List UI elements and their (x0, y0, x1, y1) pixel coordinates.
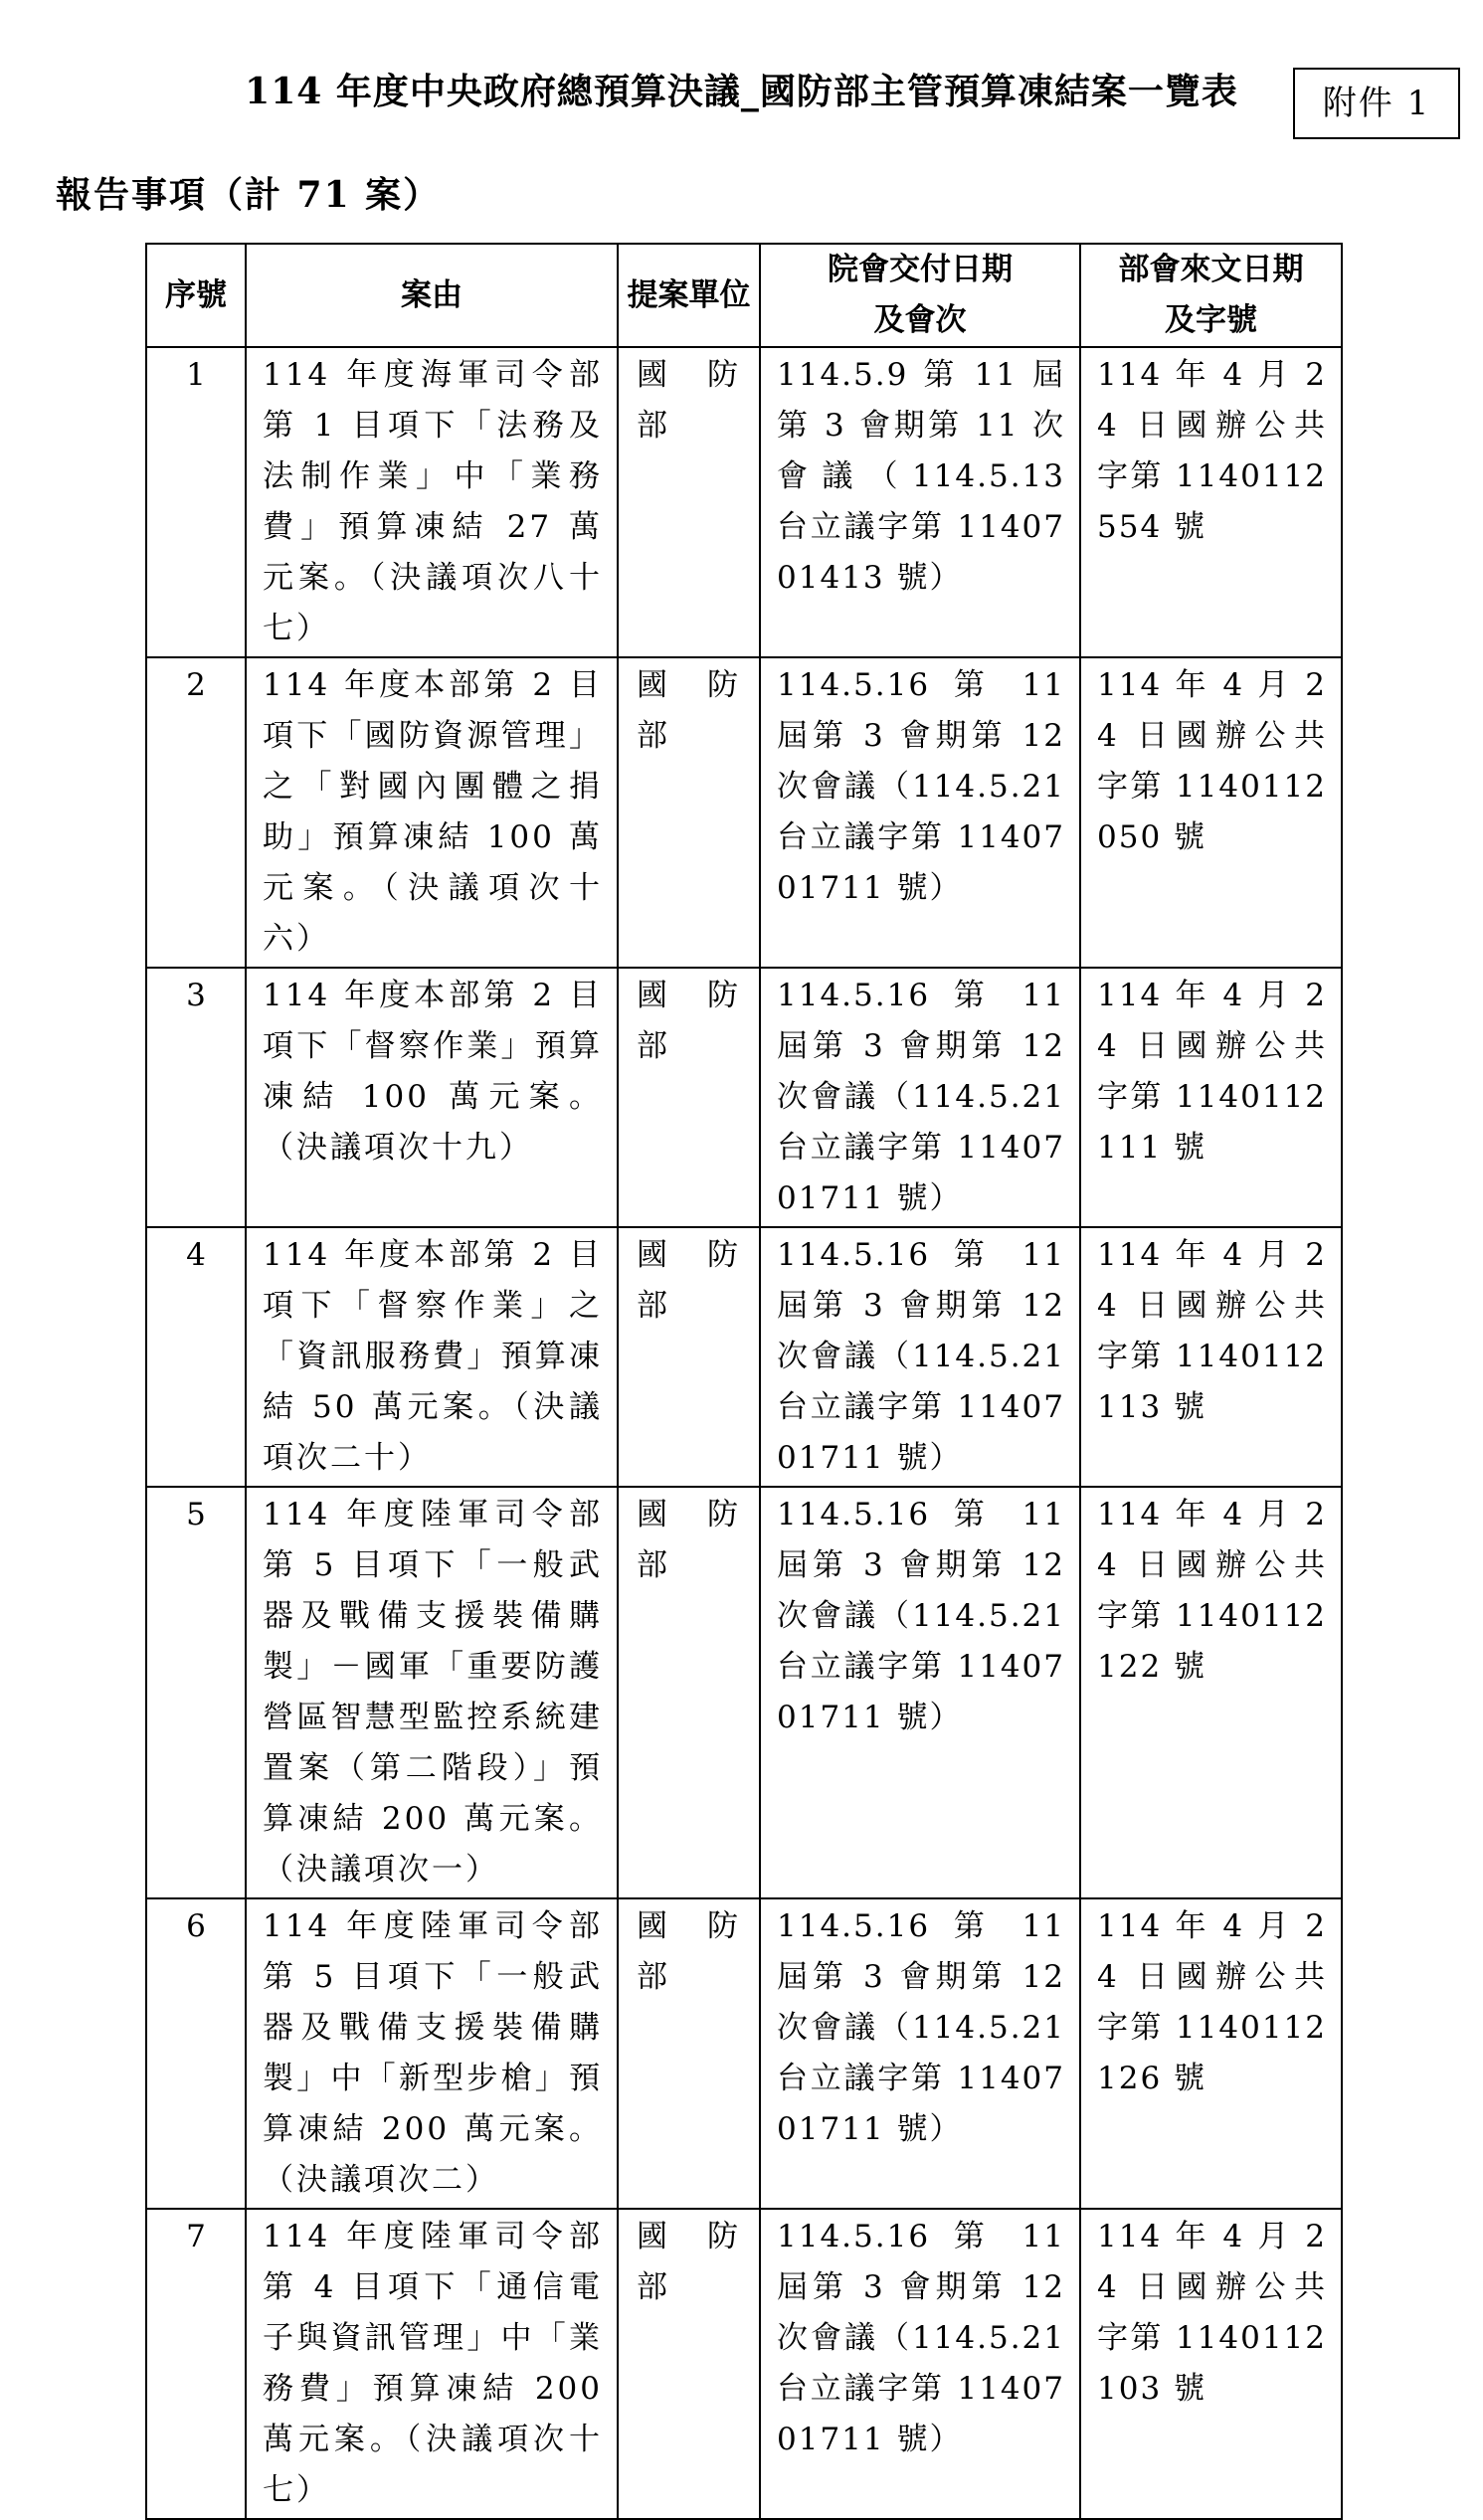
cell-unit: 國防部 (618, 347, 760, 657)
cell-reason: 114 年度陸軍司令部第 4 目項下「通信電子與資訊管理」中「業務費」預算凍結 200 萬元案。（決議項次十七） (246, 2209, 618, 2519)
cell-date: 114.5.16 第 11 屆第 3 會期第 12 次會議（114.5.21 台立議字第 1140701711 號） (760, 1487, 1080, 1898)
cell-doc: 114 年 4 月 24 日國辦公共字第 1140112122 號 (1080, 1487, 1342, 1898)
cell-reason: 114 年度本部第 2 目項下「督察作業」預算凍結 100 萬元案。（決議項次十九） (246, 968, 618, 1227)
cell-date: 114.5.16 第 11 屆第 3 會期第 12 次會議（114.5.21 台立議字第 1140701711 號） (760, 2209, 1080, 2519)
cell-doc: 114 年 4 月 24 日國辦公共字第 1140112050 號 (1080, 657, 1342, 968)
attachment-label: 附件 1 (1293, 68, 1460, 139)
cell-reason: 114 年度本部第 2 目項下「國防資源管理」之「對國內團體之捐助」預算凍結 100 萬元案。（決議項次十六） (246, 657, 618, 968)
cell-doc: 114 年 4 月 24 日國辦公共字第 1140112103 號 (1080, 2209, 1342, 2519)
cell-reason: 114 年度本部第 2 目項下「督察作業」之「資訊服務費」預算凍結 50 萬元案。（決議項次二十） (246, 1227, 618, 1487)
cell-doc: 114 年 4 月 24 日國辦公共字第 1140112113 號 (1080, 1227, 1342, 1487)
freeze-cases-table (145, 243, 1343, 2520)
cell-doc: 114 年 4 月 24 日國辦公共字第 1140112126 號 (1080, 1898, 1342, 2209)
table-row (146, 1227, 1342, 1487)
header-doc-line2: 及字號 (1165, 302, 1257, 338)
cell-unit: 國防部 (618, 968, 760, 1227)
cell-unit: 國防部 (618, 1227, 760, 1487)
table-row (146, 657, 1342, 968)
header-date-line1: 院會交付日期 (828, 252, 1013, 287)
header-reason: 案由 (246, 244, 618, 347)
cell-date: 114.5.16 第 11 屆第 3 會期第 12 次會議（114.5.21 台立議字第 1140701711 號） (760, 968, 1080, 1227)
cell-doc: 114 年 4 月 24 日國辦公共字第 1140112554 號 (1080, 347, 1342, 657)
cell-no: 6 (146, 1898, 246, 2209)
cell-date: 114.5.16 第 11 屆第 3 會期第 12 次會議（114.5.21 台立議字第 1140701711 號） (760, 1898, 1080, 2209)
table-header-row (146, 244, 1342, 347)
cell-no: 5 (146, 1487, 246, 1898)
cell-no: 7 (146, 2209, 246, 2519)
cell-unit: 國防部 (618, 2209, 760, 2519)
cell-reason: 114 年度陸軍司令部第 5 目項下「一般武器及戰備支援裝備購製」－國軍「重要防護營區智慧型監控系統建置案（第二階段）」預算凍結 200 萬元案。（決議項次一） (246, 1487, 618, 1898)
table-row (146, 1898, 1342, 2209)
cell-no: 4 (146, 1227, 246, 1487)
header-no: 序號 (146, 244, 246, 347)
table-row (146, 2209, 1342, 2519)
document-title: 114 年度中央政府總預算決議_國防部主管預算凍結案一覽表 (245, 71, 1238, 112)
cell-no: 1 (146, 347, 246, 657)
header-date-line2: 及會次 (873, 302, 967, 338)
cell-unit: 國防部 (618, 657, 760, 968)
cell-unit: 國防部 (618, 1898, 760, 2209)
header-unit: 提案單位 (618, 244, 760, 347)
table-row (146, 347, 1342, 657)
cell-no: 3 (146, 968, 246, 1227)
cell-reason: 114 年度陸軍司令部第 5 目項下「一般武器及戰備支援裝備購製」中「新型步槍」預算凍結 200 萬元案。（決議項次二） (246, 1898, 618, 2209)
cell-unit: 國防部 (618, 1487, 760, 1898)
cell-no: 2 (146, 657, 246, 968)
section-heading: 報告事項（計 71 案） (56, 174, 442, 216)
table-row (146, 968, 1342, 1227)
cell-reason: 114 年度海軍司令部第 1 目項下「法務及法制作業」中「業務費」預算凍結 27 萬元案。（決議項次八十七） (246, 347, 618, 657)
header-date (760, 244, 1080, 347)
table-row (146, 1487, 1342, 1898)
cell-doc: 114 年 4 月 24 日國辦公共字第 1140112111 號 (1080, 968, 1342, 1227)
header-doc (1080, 244, 1342, 347)
cell-date: 114.5.9 第 11 屆第 3 會期第 11 次會議（114.5.13 台立議字第 1140701413 號） (760, 347, 1080, 657)
cell-date: 114.5.16 第 11 屆第 3 會期第 12 次會議（114.5.21 台立議字第 1140701711 號） (760, 657, 1080, 968)
header-doc-line1: 部會來文日期 (1118, 252, 1304, 287)
cell-date: 114.5.16 第 11 屆第 3 會期第 12 次會議（114.5.21 台立議字第 1140701711 號） (760, 1227, 1080, 1487)
